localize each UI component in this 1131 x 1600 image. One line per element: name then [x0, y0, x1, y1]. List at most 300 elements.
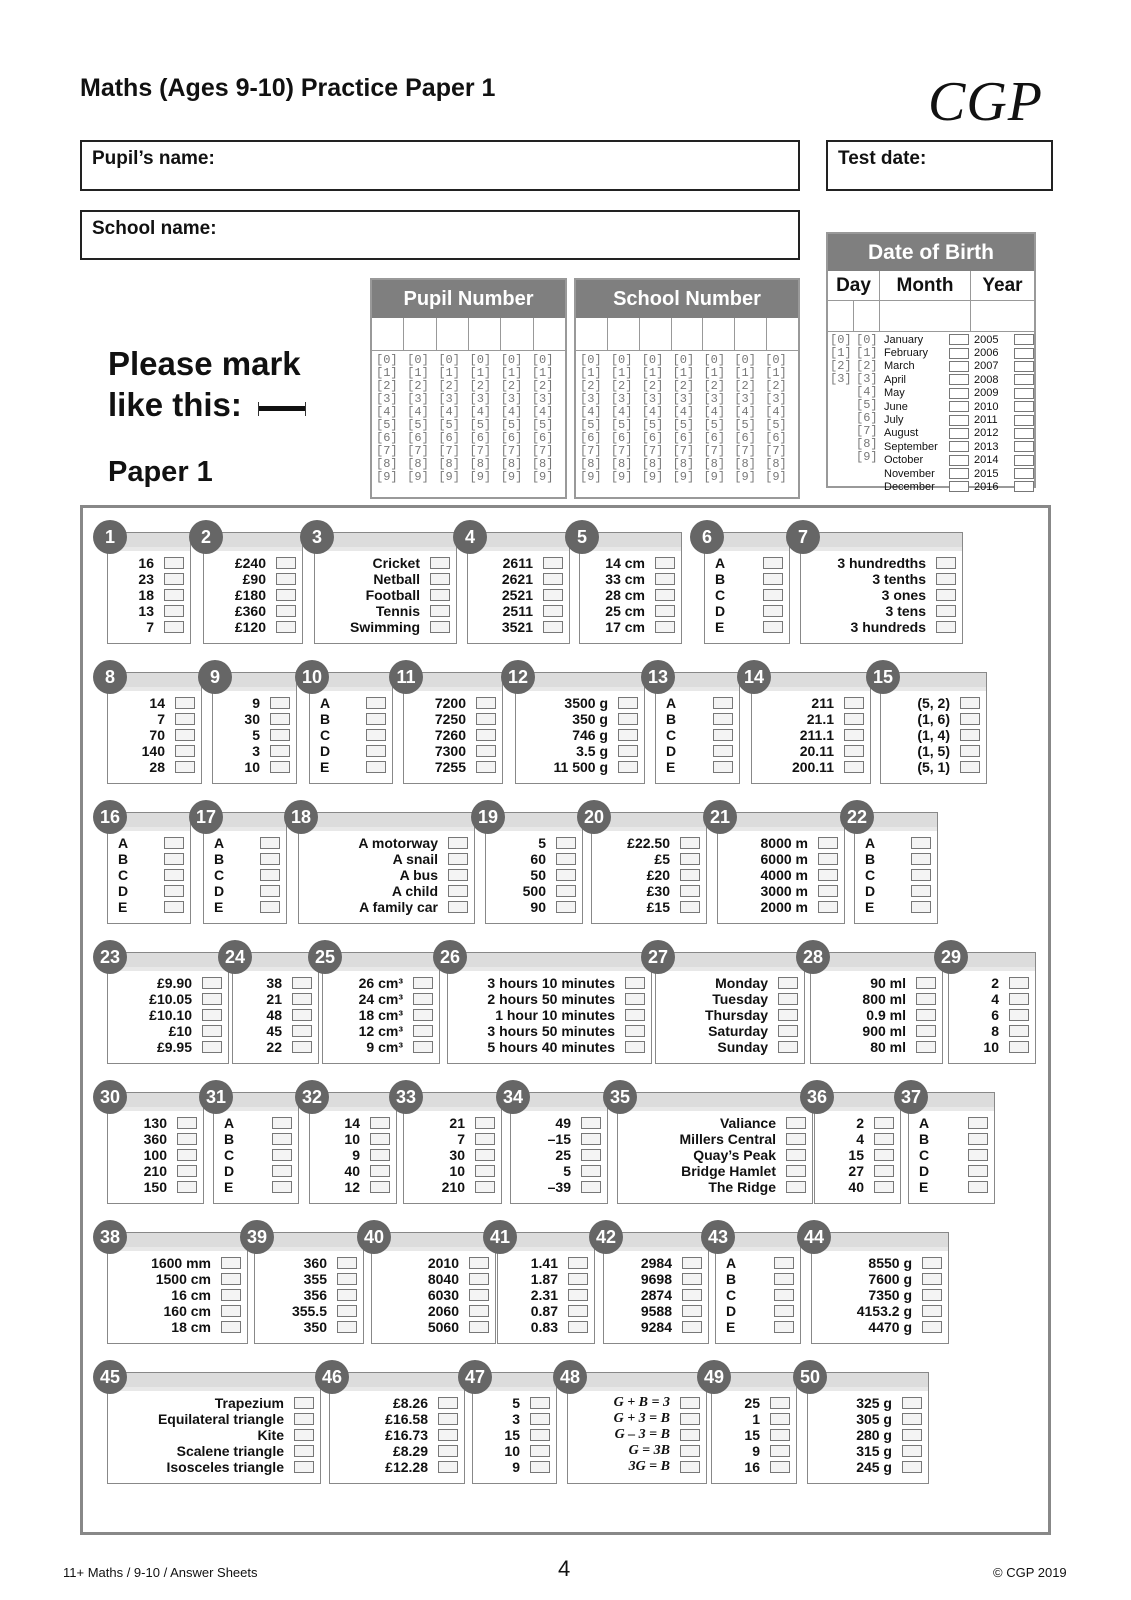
digit-bubble-8[interactable]: [8] [580, 457, 602, 471]
digit-bubble-3[interactable]: [3] [734, 392, 756, 406]
answer-option[interactable] [909, 1163, 994, 1179]
year-checkbox[interactable] [1014, 415, 1034, 426]
digit-bubble-9[interactable]: [9] [469, 470, 492, 484]
digit-column[interactable] [501, 354, 532, 484]
digit-bubble-7[interactable]: [7] [703, 444, 726, 458]
answer-checkbox[interactable] [294, 1461, 314, 1473]
day-bubble-8[interactable]: [8] [856, 437, 878, 451]
answer-option[interactable] [752, 695, 870, 711]
digit-bubble-8[interactable]: [8] [703, 457, 726, 471]
answer-option[interactable] [808, 1459, 928, 1475]
answer-option[interactable] [108, 899, 190, 915]
answer-checkbox[interactable] [270, 729, 290, 741]
answer-checkbox[interactable] [1009, 977, 1029, 989]
answer-option[interactable] [204, 555, 302, 571]
answer-option[interactable] [204, 899, 286, 915]
digit-column[interactable] [532, 354, 563, 484]
answer-option[interactable] [108, 975, 228, 991]
digit-bubble-6[interactable]: [6] [500, 431, 523, 445]
answer-checkbox[interactable] [260, 853, 280, 865]
answer-option[interactable] [330, 1443, 464, 1459]
answer-checkbox[interactable] [260, 869, 280, 881]
digit-bubble-8[interactable]: [8] [407, 457, 429, 471]
answer-option[interactable] [580, 603, 681, 619]
answer-checkbox[interactable] [655, 621, 675, 633]
digit-bubble-0[interactable]: [0] [734, 353, 756, 367]
answer-checkbox[interactable] [543, 557, 563, 569]
answer-option[interactable] [618, 1147, 812, 1163]
answer-checkbox[interactable] [370, 1165, 390, 1177]
answer-option[interactable] [310, 1131, 396, 1147]
answer-option[interactable] [255, 1271, 363, 1287]
answer-checkbox[interactable] [370, 1133, 390, 1145]
answer-checkbox[interactable] [366, 761, 386, 773]
answer-option[interactable] [604, 1319, 708, 1335]
answer-checkbox[interactable] [221, 1305, 241, 1317]
year-checkbox[interactable] [1014, 374, 1034, 385]
answer-option[interactable] [752, 727, 870, 743]
answer-option[interactable] [568, 1411, 706, 1427]
month-option[interactable] [884, 387, 969, 400]
answer-checkbox[interactable] [874, 1165, 894, 1177]
answer-checkbox[interactable] [568, 1305, 588, 1317]
year-option[interactable] [974, 373, 1034, 386]
answer-option[interactable] [486, 835, 582, 851]
answer-option[interactable] [656, 695, 739, 711]
answer-option[interactable] [705, 619, 789, 635]
answer-checkbox[interactable] [844, 713, 864, 725]
answer-checkbox[interactable] [221, 1289, 241, 1301]
answer-checkbox[interactable] [778, 1009, 798, 1021]
answer-option[interactable] [656, 1039, 804, 1055]
answer-option[interactable] [404, 1163, 501, 1179]
digit-bubble-7[interactable]: [7] [641, 444, 664, 458]
answer-option[interactable] [473, 1411, 556, 1427]
digit-bubble-8[interactable]: [8] [469, 457, 492, 471]
digit-bubble-3[interactable]: [3] [500, 392, 523, 406]
answer-checkbox[interactable] [276, 589, 296, 601]
answer-checkbox[interactable] [430, 605, 450, 617]
digit-bubble-6[interactable]: [6] [610, 431, 633, 445]
answer-checkbox[interactable] [968, 1181, 988, 1193]
answer-checkbox[interactable] [818, 853, 838, 865]
answer-checkbox[interactable] [294, 1397, 314, 1409]
answer-checkbox[interactable] [337, 1257, 357, 1269]
answer-checkbox[interactable] [916, 993, 936, 1005]
digit-bubble-4[interactable]: [4] [376, 405, 398, 419]
answer-option[interactable] [716, 1255, 800, 1271]
digit-bubble-0[interactable]: [0] [580, 353, 602, 367]
answer-checkbox[interactable] [770, 1413, 790, 1425]
answer-checkbox[interactable] [366, 697, 386, 709]
answer-checkbox[interactable] [448, 837, 468, 849]
answer-option[interactable] [808, 1411, 928, 1427]
answer-option[interactable] [752, 759, 870, 775]
answer-option[interactable] [801, 587, 962, 603]
day-bubble-2[interactable]: [2] [830, 359, 852, 373]
answer-checkbox[interactable] [818, 837, 838, 849]
answer-option[interactable] [108, 1115, 203, 1131]
digit-bubble-1[interactable]: [1] [672, 366, 695, 380]
answer-checkbox[interactable] [476, 697, 496, 709]
digit-bubble-2[interactable]: [2] [469, 379, 492, 393]
digit-bubble-3[interactable]: [3] [610, 392, 633, 406]
answer-option[interactable] [299, 883, 474, 899]
answer-option[interactable] [712, 1459, 796, 1475]
digit-bubble-6[interactable]: [6] [580, 431, 602, 445]
answer-option[interactable] [330, 1411, 464, 1427]
digit-bubble-3[interactable]: [3] [407, 392, 429, 406]
year-option[interactable] [974, 427, 1034, 440]
answer-checkbox[interactable] [713, 729, 733, 741]
dob-month-list[interactable] [884, 333, 969, 494]
answer-checkbox[interactable] [774, 1257, 794, 1269]
digit-bubble-6[interactable]: [6] [469, 431, 492, 445]
answer-checkbox[interactable] [530, 1429, 550, 1441]
digit-bubble-9[interactable]: [9] [765, 470, 787, 484]
answer-option[interactable] [255, 1255, 363, 1271]
answer-option[interactable] [108, 1179, 203, 1195]
answer-checkbox[interactable] [366, 713, 386, 725]
answer-option[interactable] [656, 711, 739, 727]
month-checkbox[interactable] [949, 415, 969, 426]
answer-option[interactable] [213, 727, 296, 743]
answer-checkbox[interactable] [270, 745, 290, 757]
answer-checkbox[interactable] [530, 1397, 550, 1409]
answer-checkbox[interactable] [413, 993, 433, 1005]
month-checkbox[interactable] [949, 401, 969, 412]
answer-checkbox[interactable] [164, 869, 184, 881]
answer-option[interactable] [448, 991, 651, 1007]
day-bubble-7[interactable]: [7] [856, 424, 878, 438]
answer-option[interactable] [808, 1395, 928, 1411]
digit-bubble-9[interactable]: [9] [438, 470, 460, 484]
answer-checkbox[interactable] [272, 1117, 292, 1129]
answer-checkbox[interactable] [543, 605, 563, 617]
answer-checkbox[interactable] [618, 729, 638, 741]
answer-option[interactable] [712, 1395, 796, 1411]
answer-option[interactable] [949, 1007, 1035, 1023]
answer-option[interactable] [801, 571, 962, 587]
answer-option[interactable] [214, 1179, 298, 1195]
digit-bubble-6[interactable]: [6] [672, 431, 695, 445]
answer-option[interactable] [811, 1007, 942, 1023]
digit-bubble-6[interactable]: [6] [407, 431, 429, 445]
answer-checkbox[interactable] [922, 1321, 942, 1333]
digit-bubble-0[interactable]: [0] [376, 353, 398, 367]
answer-checkbox[interactable] [476, 745, 496, 757]
answer-option[interactable] [656, 1023, 804, 1039]
digit-bubble-3[interactable]: [3] [376, 392, 398, 406]
answer-checkbox[interactable] [556, 885, 576, 897]
digit-bubble-2[interactable]: [2] [376, 379, 398, 393]
answer-option[interactable] [516, 743, 644, 759]
answer-checkbox[interactable] [874, 1149, 894, 1161]
answer-option[interactable] [108, 1303, 247, 1319]
pupil-number-cells[interactable] [372, 318, 565, 351]
digit-bubble-7[interactable]: [7] [580, 444, 602, 458]
answer-checkbox[interactable] [916, 977, 936, 989]
answer-checkbox[interactable] [556, 901, 576, 913]
dob-year-list[interactable] [974, 333, 1034, 494]
answer-checkbox[interactable] [413, 977, 433, 989]
answer-checkbox[interactable] [1009, 1041, 1029, 1053]
digit-bubble-8[interactable]: [8] [734, 457, 756, 471]
answer-checkbox[interactable] [438, 1445, 458, 1457]
answer-option[interactable] [705, 587, 789, 603]
digit-bubble-2[interactable]: [2] [438, 379, 460, 393]
answer-option[interactable] [718, 899, 844, 915]
answer-checkbox[interactable] [164, 557, 184, 569]
answer-checkbox[interactable] [177, 1133, 197, 1145]
answer-checkbox[interactable] [475, 1181, 495, 1193]
answer-option[interactable] [468, 603, 569, 619]
answer-option[interactable] [516, 695, 644, 711]
digit-bubble-9[interactable]: [9] [672, 470, 695, 484]
answer-checkbox[interactable] [902, 1461, 922, 1473]
answer-option[interactable] [855, 899, 937, 915]
answer-checkbox[interactable] [221, 1273, 241, 1285]
answer-option[interactable] [323, 991, 439, 1007]
digit-column[interactable] [703, 354, 734, 484]
answer-option[interactable] [618, 1163, 812, 1179]
answer-option[interactable] [815, 1147, 900, 1163]
digit-bubble-1[interactable]: [1] [580, 366, 602, 380]
digit-bubble-0[interactable]: [0] [641, 353, 664, 367]
answer-option[interactable] [811, 1023, 942, 1039]
dob-day-tens[interactable] [830, 334, 852, 386]
day-bubble-3[interactable]: [3] [856, 372, 878, 386]
answer-option[interactable] [108, 619, 190, 635]
answer-checkbox[interactable] [221, 1321, 241, 1333]
answer-checkbox[interactable] [818, 885, 838, 897]
answer-option[interactable] [473, 1395, 556, 1411]
answer-option[interactable] [580, 571, 681, 587]
answer-option[interactable] [108, 991, 228, 1007]
answer-checkbox[interactable] [294, 1445, 314, 1457]
answer-option[interactable] [404, 727, 502, 743]
digit-bubble-4[interactable]: [4] [500, 405, 523, 419]
answer-option[interactable] [310, 743, 392, 759]
answer-option[interactable] [618, 1115, 812, 1131]
digit-column[interactable] [765, 354, 796, 484]
answer-checkbox[interactable] [366, 729, 386, 741]
answer-option[interactable] [855, 851, 937, 867]
day-bubble-0[interactable]: [0] [830, 333, 852, 347]
year-option[interactable] [974, 400, 1034, 413]
digit-column[interactable] [407, 354, 438, 484]
answer-checkbox[interactable] [770, 1445, 790, 1457]
answer-checkbox[interactable] [581, 1133, 601, 1145]
answer-option[interactable] [486, 883, 582, 899]
answer-checkbox[interactable] [430, 557, 450, 569]
digit-column[interactable] [734, 354, 765, 484]
digit-bubble-4[interactable]: [4] [407, 405, 429, 419]
pupil-number-digits[interactable] [372, 351, 565, 484]
digit-bubble-3[interactable]: [3] [438, 392, 460, 406]
answer-checkbox[interactable] [164, 901, 184, 913]
answer-checkbox[interactable] [556, 869, 576, 881]
answer-checkbox[interactable] [763, 573, 783, 585]
answer-option[interactable] [108, 743, 201, 759]
answer-option[interactable] [909, 1147, 994, 1163]
answer-checkbox[interactable] [844, 697, 864, 709]
answer-option[interactable] [310, 1179, 396, 1195]
year-checkbox[interactable] [1014, 334, 1034, 345]
answer-option[interactable] [404, 711, 502, 727]
answer-checkbox[interactable] [337, 1273, 357, 1285]
digit-bubble-7[interactable]: [7] [672, 444, 695, 458]
answer-option[interactable] [592, 867, 706, 883]
answer-checkbox[interactable] [655, 589, 675, 601]
answer-checkbox[interactable] [770, 1429, 790, 1441]
digit-bubble-9[interactable]: [9] [610, 470, 633, 484]
digit-bubble-1[interactable]: [1] [641, 366, 664, 380]
answer-option[interactable] [233, 1039, 318, 1055]
answer-checkbox[interactable] [370, 1117, 390, 1129]
answer-option[interactable] [801, 619, 962, 635]
answer-checkbox[interactable] [276, 557, 296, 569]
digit-bubble-7[interactable]: [7] [765, 444, 787, 458]
digit-bubble-5[interactable]: [5] [469, 418, 492, 432]
answer-option[interactable] [108, 1271, 247, 1287]
answer-option[interactable] [815, 1179, 900, 1195]
answer-checkbox[interactable] [475, 1149, 495, 1161]
answer-checkbox[interactable] [164, 885, 184, 897]
answer-option[interactable] [881, 727, 986, 743]
month-checkbox[interactable] [949, 374, 969, 385]
digit-bubble-6[interactable]: [6] [438, 431, 460, 445]
answer-checkbox[interactable] [530, 1413, 550, 1425]
answer-checkbox[interactable] [911, 853, 931, 865]
digit-bubble-0[interactable]: [0] [703, 353, 726, 367]
answer-checkbox[interactable] [911, 901, 931, 913]
digit-column[interactable] [642, 354, 673, 484]
digit-bubble-0[interactable]: [0] [438, 353, 460, 367]
answer-option[interactable] [299, 851, 474, 867]
answer-checkbox[interactable] [568, 1321, 588, 1333]
answer-option[interactable] [808, 1427, 928, 1443]
answer-option[interactable] [705, 555, 789, 571]
answer-checkbox[interactable] [713, 697, 733, 709]
answer-option[interactable] [604, 1271, 708, 1287]
answer-checkbox[interactable] [568, 1289, 588, 1301]
dob-day-units[interactable] [856, 334, 878, 464]
day-bubble-0[interactable]: [0] [856, 333, 878, 347]
answer-option[interactable] [372, 1287, 495, 1303]
answer-checkbox[interactable] [680, 869, 700, 881]
answer-option[interactable] [752, 711, 870, 727]
answer-option[interactable] [310, 759, 392, 775]
answer-checkbox[interactable] [581, 1149, 601, 1161]
digit-bubble-8[interactable]: [8] [376, 457, 398, 471]
digit-bubble-8[interactable]: [8] [765, 457, 787, 471]
answer-checkbox[interactable] [774, 1273, 794, 1285]
digit-bubble-9[interactable]: [9] [641, 470, 664, 484]
digit-bubble-4[interactable]: [4] [765, 405, 787, 419]
answer-checkbox[interactable] [763, 557, 783, 569]
month-checkbox[interactable] [949, 441, 969, 452]
digit-bubble-5[interactable]: [5] [438, 418, 460, 432]
answer-option[interactable] [108, 1443, 320, 1459]
answer-option[interactable] [718, 851, 844, 867]
answer-option[interactable] [473, 1443, 556, 1459]
answer-checkbox[interactable] [936, 557, 956, 569]
answer-checkbox[interactable] [818, 901, 838, 913]
answer-checkbox[interactable] [260, 885, 280, 897]
answer-checkbox[interactable] [413, 1009, 433, 1021]
digit-bubble-9[interactable]: [9] [407, 470, 429, 484]
month-checkbox[interactable] [949, 455, 969, 466]
digit-bubble-6[interactable]: [6] [531, 431, 554, 445]
answer-option[interactable] [448, 1023, 651, 1039]
year-option[interactable] [974, 346, 1034, 359]
digit-bubble-3[interactable]: [3] [703, 392, 726, 406]
year-checkbox[interactable] [1014, 401, 1034, 412]
answer-checkbox[interactable] [960, 729, 980, 741]
answer-checkbox[interactable] [272, 1133, 292, 1145]
answer-checkbox[interactable] [221, 1257, 241, 1269]
pupil-number-grid[interactable] [370, 278, 567, 499]
answer-checkbox[interactable] [916, 1025, 936, 1037]
answer-option[interactable] [255, 1303, 363, 1319]
answer-option[interactable] [299, 835, 474, 851]
answer-option[interactable] [468, 571, 569, 587]
year-checkbox[interactable] [1014, 441, 1034, 452]
digit-bubble-7[interactable]: [7] [610, 444, 633, 458]
day-bubble-6[interactable]: [6] [856, 411, 878, 425]
answer-checkbox[interactable] [438, 1461, 458, 1473]
answer-checkbox[interactable] [448, 901, 468, 913]
answer-checkbox[interactable] [430, 573, 450, 585]
answer-option[interactable] [656, 759, 739, 775]
answer-checkbox[interactable] [556, 837, 576, 849]
digit-bubble-2[interactable]: [2] [734, 379, 756, 393]
digit-bubble-3[interactable]: [3] [531, 392, 554, 406]
digit-bubble-7[interactable]: [7] [407, 444, 429, 458]
answer-checkbox[interactable] [337, 1289, 357, 1301]
answer-option[interactable] [315, 571, 456, 587]
answer-option[interactable] [448, 1007, 651, 1023]
answer-option[interactable] [108, 555, 190, 571]
answer-option[interactable] [108, 759, 201, 775]
month-checkbox[interactable] [949, 468, 969, 479]
answer-checkbox[interactable] [276, 621, 296, 633]
answer-checkbox[interactable] [476, 761, 496, 773]
answer-option[interactable] [404, 1115, 501, 1131]
day-bubble-4[interactable]: [4] [856, 385, 878, 399]
digit-bubble-0[interactable]: [0] [531, 353, 554, 367]
answer-checkbox[interactable] [175, 713, 195, 725]
answer-checkbox[interactable] [294, 1429, 314, 1441]
answer-checkbox[interactable] [543, 589, 563, 601]
answer-checkbox[interactable] [682, 1289, 702, 1301]
answer-option[interactable] [592, 851, 706, 867]
answer-option[interactable] [618, 1131, 812, 1147]
answer-option[interactable] [881, 711, 986, 727]
answer-checkbox[interactable] [922, 1289, 942, 1301]
answer-option[interactable] [511, 1179, 607, 1195]
answer-option[interactable] [330, 1427, 464, 1443]
answer-checkbox[interactable] [448, 885, 468, 897]
digit-bubble-3[interactable]: [3] [580, 392, 602, 406]
answer-checkbox[interactable] [911, 885, 931, 897]
year-checkbox[interactable] [1014, 348, 1034, 359]
digit-bubble-7[interactable]: [7] [469, 444, 492, 458]
digit-bubble-3[interactable]: [3] [469, 392, 492, 406]
digit-bubble-6[interactable]: [6] [765, 431, 787, 445]
digit-bubble-7[interactable]: [7] [531, 444, 554, 458]
